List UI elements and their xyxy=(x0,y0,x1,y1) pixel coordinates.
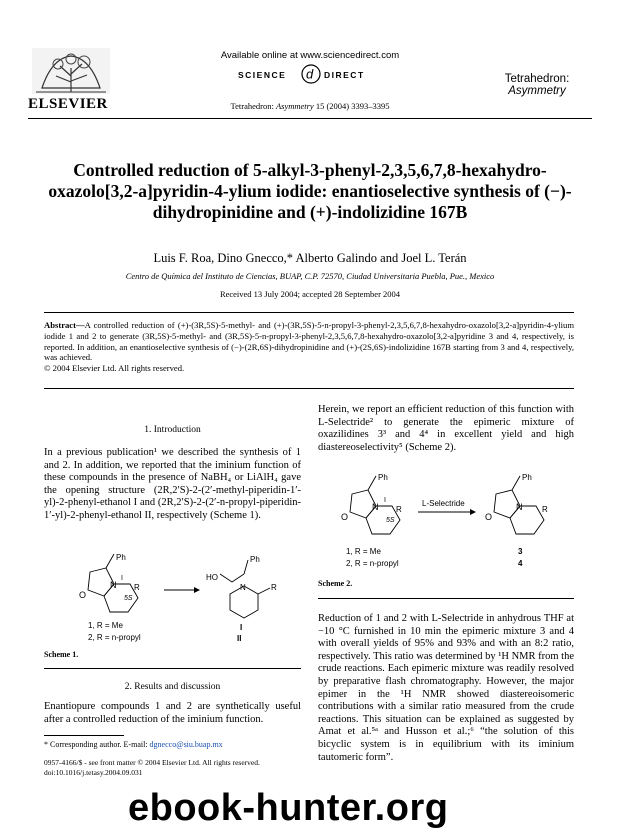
scheme1-o: O xyxy=(79,590,87,600)
scheme2-ph: Ph xyxy=(378,473,388,482)
article-title: Controlled reduction of 5-alkyl-3-phenyl-2,3,5,6,7,8-hexahydro-oxazolo[3,2-a]pyridin-4-ylium iodide: enantioselective synthesis of (−)-dihydropinidine and (+)-indolizidine 167B xyxy=(48,160,572,222)
affiliation: Centro de Química del Instituto de Ciencias, BUAP, C.P. 72570, Ciudad Universitaria Puebla, Pue., Mexico xyxy=(125,271,495,281)
scheme2-o: O xyxy=(341,512,349,522)
scheme1-ho: HO xyxy=(206,573,218,582)
scheme-1-label: Scheme 1. xyxy=(44,650,79,659)
scheme1-r: R xyxy=(134,583,140,592)
available-online-line[interactable]: Available online at www.sciencedirect.com xyxy=(220,50,400,61)
authors: Luis F. Roa, Dino Gnecco,* Alberto Galindo and Joel L. Terán xyxy=(153,251,467,265)
scheme2-iodide: I xyxy=(384,497,386,504)
scheme-1-figure xyxy=(44,550,301,645)
watermark: ebook-hunter.org xyxy=(128,787,449,829)
journal-citation: Tetrahedron: Asymmetry 15 (2004) 3393–3395 xyxy=(230,101,390,111)
scheme1-prod1: I xyxy=(240,623,243,632)
scheme-1-rule xyxy=(44,668,301,669)
scheme2-r: R xyxy=(396,505,402,514)
scheme2-prod1: 3 xyxy=(518,547,523,556)
intro-heading: 1. Introduction xyxy=(144,425,201,435)
journal-name: Tetrahedron: Asymmetry xyxy=(504,73,570,97)
received-dates: Received 13 July 2004; accepted 28 September 2004 xyxy=(219,289,401,299)
scheme1-stereo: 5S xyxy=(124,595,133,602)
intro-paragraph: In a previous publication¹ we described the synthesis of 1 and 2. In addition, we reported that the iminium function of these compounds in the presence of NaBH₄ or LiAlH₄ gave the opening structure (2R,2′S)-2-(2′-methyl-piperidin-1′-yl)-2-phenyl-ethanol I and (2R,2′S)-2-(2′-n-propyl-piperidin-1′-yl)-2-phenyl-ethanol II, respectively (Scheme 1). xyxy=(44,447,301,521)
scheme1-prod-r: R xyxy=(271,583,277,592)
sd-logo-right: DIRECT xyxy=(324,70,365,80)
scheme2-stereo: 5S xyxy=(386,517,395,524)
abstract-label: Abstract— xyxy=(44,320,85,330)
sd-logo-mark: d xyxy=(306,66,314,82)
scheme2-prod2: 4 xyxy=(518,559,523,568)
copyright: © 2004 Elsevier Ltd. All rights reserved. xyxy=(44,363,185,374)
sd-logo-left: SCIENCE xyxy=(238,70,287,80)
scheme2-prod-ph: Ph xyxy=(522,473,532,482)
abstract-rule-top xyxy=(44,312,574,313)
scheme1-n: N xyxy=(110,580,117,590)
corresponding-author-footnote: * Corresponding author. E-mail: dgnecco@siu.buap.mx xyxy=(44,740,223,749)
scheme-2-label: Scheme 2. xyxy=(318,579,353,588)
scheme2-prod-n: N xyxy=(516,502,523,512)
abstract xyxy=(44,320,574,374)
abstract-rule-bottom xyxy=(44,388,574,389)
right-paragraph-1: Herein, we report an efficient reduction of this function with L-Selectride² to generate the epimeric mixture of oxazilidines 3³ and 4⁴ in excellent yield and high diastereoselectivity⁵ (Scheme 2). xyxy=(318,404,574,453)
scheme2-prod-o: O xyxy=(485,512,493,522)
right-paragraph-2: Reduction of 1 and 2 with L-Selectride in anhydrous THF at −10 °C furnished in 10 min the epimeric mixture 3 and 4 with overall yields of 95% and 93% and with an 8:2 ratio, respectively. This ratio was determined by ¹H NMR from the crude reactions. Each epimeric mixture was readily resolved by preparative flash chromatography. However, the major epimer in the ¹H NMR showed diastereoisomeric contributions with a similar ratio measured from the crude reactions. This situation can be explained as suggested by Amat et al.⁵ᵃ and Husson et al.;⁶ “the solution of this bicyclic system is in equilibrium with its iminium tautomeric form”. xyxy=(318,613,574,763)
scheme2-prod-r: R xyxy=(542,505,548,514)
author-email-link[interactable]: dgnecco@siu.buap.mx xyxy=(149,740,223,749)
scheme1-iodide: I xyxy=(121,575,123,582)
results-heading: 2. Results and discussion xyxy=(124,682,221,692)
footnote-rule xyxy=(44,735,124,736)
scheme2-n: N xyxy=(372,502,379,512)
issn-doi: 0957-4166/$ - see front matter © 2004 Elsevier Ltd. All rights reserved. doi:10.1016/j.tetasy.2004.09.031 xyxy=(44,758,260,777)
header-rule xyxy=(28,118,592,119)
scheme-2-figure xyxy=(318,464,574,574)
scheme1-cmpd1: 1, R = Me xyxy=(88,621,123,630)
scheme2-cmpd2: 2, R = n-propyl xyxy=(346,559,399,568)
scheme1-prod2: II xyxy=(237,634,242,643)
scheme2-cmpd1: 1, R = Me xyxy=(346,547,381,556)
scheme1-prod-ph: Ph xyxy=(250,555,260,564)
sciencedirect-logo xyxy=(236,64,386,84)
abstract-text: A controlled reduction of (+)-(3R,5S)-5-methyl- and (+)-(3R,5S)-5-n-propyl-3-phenyl-2,3,5,6,7,8-hexahydro-oxazolo[3,2-a]pyridin-4-ylium iodide 1 and 2 to generate (3R,5S)-5-methyl- and (3R,5S)-5-n-propyl-3-phenyl-2,3,5,6,7,8-hexahydro-oxazolo[3,2-a]pyridine 3 and 4, respectively, is reported. In addition, an enantioselective synthesis of (−)-(2R,6S)-dihydropinidine and (+)-(2S,6S)-indolizidine 167B starting from 3 and 4, respectively, was achieved. xyxy=(44,320,574,363)
scheme2-reagent: L-Selectride xyxy=(422,499,465,508)
scheme1-prod-n: N xyxy=(240,583,246,592)
scheme1-cmpd2: 2, R = n-propyl xyxy=(88,633,141,642)
scheme-2-rule xyxy=(318,598,574,599)
publisher-name: ELSEVIER xyxy=(28,96,108,112)
scheme1-ph: Ph xyxy=(116,553,126,562)
results-paragraph: Enantiopure compounds 1 and 2 are synthetically useful after a controlled reduction of the iminium function. xyxy=(44,701,301,725)
